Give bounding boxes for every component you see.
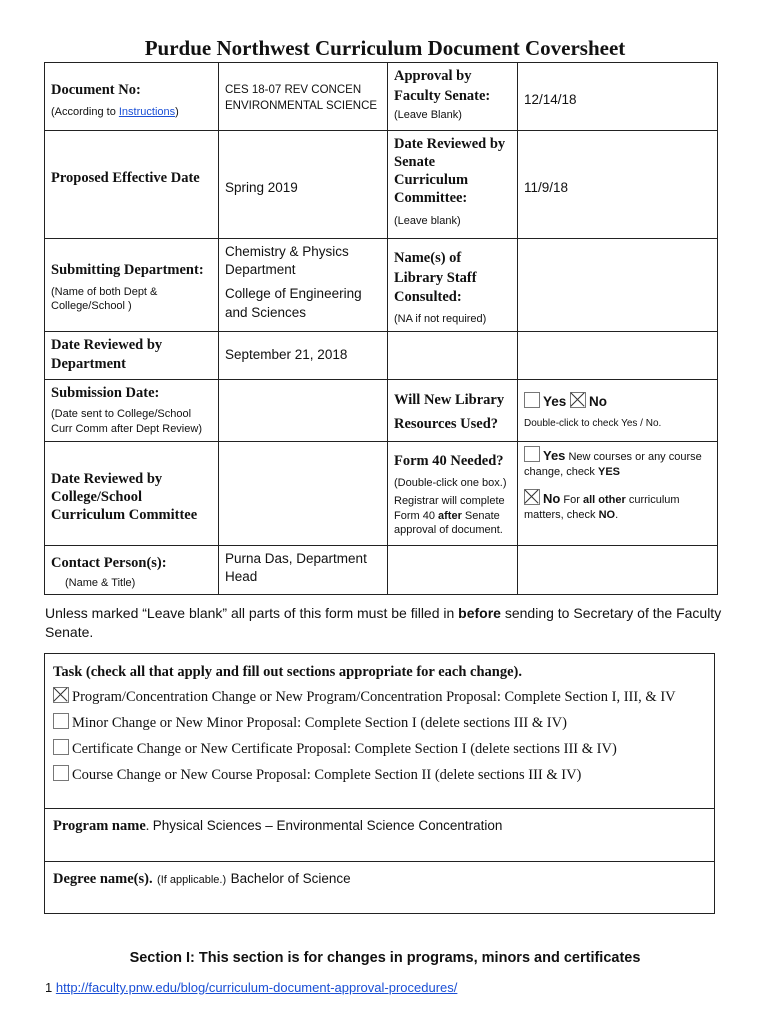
row-contact [45,545,718,594]
contact-value: Purna Das, Department Head [225,550,367,585]
program-value[interactable]: Physical Sciences – Environmental Science Concentration [152,818,503,833]
form40-no-option: No For all other curriculum matters, check NO. [524,491,680,522]
task-checkbox-certificate[interactable] [53,739,69,755]
college-review-label-cell [45,441,219,545]
effective-value: Spring 2019 [225,180,298,195]
contact-label: Contact Person(s): [51,554,167,571]
empty-cell-4 [518,545,718,594]
dept-value-1: Chemistry & Physics Department [225,244,349,278]
contact-hint: (Name & Title) [65,576,136,589]
document-no-value-1: CES 18-07 REV CONCEN [225,84,362,96]
submission-label-cell [45,379,219,441]
library-res-choices [524,392,711,411]
library-res-value-cell [518,379,718,441]
approval-hint: (Leave Blank) [394,109,462,122]
library-staff-label-cell [388,239,518,332]
college-review-label: Date Reviewed by College/School Curriculum Committee [51,470,198,524]
document-no-label: Document No: [51,82,141,98]
library-staff-label: Name(s) of Library Staff Consulted: [394,250,477,306]
senate-review-label: Date Reviewed by Senate Curriculum Committee: [394,136,506,207]
row-effective-date [45,131,718,239]
library-res-hint: Double-click to check Yes / No. [524,417,662,429]
degree-hint: (If applicable.) [157,874,227,886]
task-checkbox-course[interactable] [53,765,69,781]
task-item-program[interactable]: Program/Concentration Change or New Program/Concentration Proposal: Complete Section I, III, & IV [53,687,706,706]
task-item-certificate[interactable]: Certificate Change or New Certificate Proposal: Complete Section I (delete sections III & IV) [53,739,706,758]
form40-no-label: No [543,491,561,507]
college-review-value-cell[interactable] [219,441,388,545]
empty-cell-2 [518,331,718,379]
effective-value-cell[interactable] [219,131,388,239]
senate-review-hint: (Leave blank) [394,214,461,227]
senate-review-label-cell [388,131,518,239]
degree-value[interactable]: Bachelor of Science [230,871,351,886]
row-department [45,239,718,332]
submission-value-cell[interactable] [219,379,388,441]
coversheet-table [44,62,718,595]
section-heading: Section I: This section is for changes in programs, minors and certificates [129,950,641,966]
form40-no-checkbox[interactable] [524,489,540,505]
approval-value-cell[interactable] [518,63,718,131]
dept-value-cell[interactable] [219,239,388,332]
task-box [44,653,715,809]
contact-label-cell [45,545,219,594]
form40-label-cell [388,441,518,545]
row-form40 [45,441,718,545]
row-dept-review [45,331,718,379]
library-staff-hint: (NA if not required) [394,312,487,325]
empty-cell-1 [388,331,518,379]
senate-review-value-cell[interactable] [518,131,718,239]
library-staff-value-cell[interactable] [518,239,718,332]
form40-yes-label: Yes [543,447,566,463]
document-no-value-2: ENVIRONMENTAL SCIENCE [225,99,378,112]
library-res-label-cell [388,379,518,441]
library-yes-label: Yes [543,393,567,409]
effective-label-cell [45,131,219,239]
form40-note: Registrar will complete Form 40 after Senate approval of document. [394,495,505,536]
approval-label-cell [388,63,518,131]
approval-value: 12/14/18 [524,92,577,107]
form40-value-cell [518,441,718,545]
document-no-value-cell[interactable] [219,63,388,131]
footnote [45,980,457,995]
program-label: Program name [53,818,146,834]
library-res-label: Will New Library Resources Used? [394,391,505,433]
library-no-label: No [589,393,608,409]
library-yes-checkbox[interactable] [524,392,540,408]
form40-yes-option: Yes New courses or any course change, check YES [524,447,702,478]
form40-label: Form 40 Needed? [394,452,504,469]
dept-label: Submitting Department: [51,262,204,278]
page-title: Purdue Northwest Curriculum Document Coversheet [144,36,626,60]
degree-box [44,861,715,914]
footnote-number: 1 [45,980,53,995]
dept-review-label-cell [45,331,219,379]
program-box: Program name. Physical Sciences – Environmental Science Concentration [44,808,715,862]
form40-yes-checkbox[interactable] [524,446,540,462]
dept-review-value: September 21, 2018 [225,346,348,362]
document-no-hint: (According to Instructions) [51,105,179,118]
row-document-no [45,63,718,131]
dept-review-label: Date Reviewed by Department [51,336,163,373]
row-submission [45,379,718,441]
document-no-cell [45,63,219,131]
contact-value-cell[interactable] [219,545,388,594]
senate-review-value: 11/9/18 [524,180,569,195]
library-no-checkbox[interactable] [570,392,586,408]
dept-value-2: College of Engineering and Sciences [225,286,362,320]
task-checkbox-program[interactable] [53,687,69,703]
submission-hint: (Date sent to College/School Curr Comm after Dept Review) [51,408,202,436]
form40-hint: (Double-click one box.) [394,476,507,489]
submission-label: Submission Date: [51,384,160,401]
dept-review-value-cell[interactable] [219,331,388,379]
instructions-link[interactable]: Instructions [118,105,176,118]
task-heading: Task (check all that apply and fill out sections appropriate for each change). [53,664,522,680]
task-item-minor[interactable]: Minor Change or New Minor Proposal: Complete Section I (delete sections III & IV) [53,713,706,732]
task-item-course[interactable]: Course Change or New Course Proposal: Complete Section II (delete sections III & IV) [53,765,706,784]
footnote-link[interactable]: http://faculty.pnw.edu/blog/curriculum-document-approval-procedures/ [55,980,458,995]
approval-label: Approval by Faculty Senate: [394,68,491,104]
instructions-note: Unless marked “Leave blank” all parts of this form must be filled in before sending to Secretary of the Faculty Senate. [45,605,722,640]
dept-label-cell [45,239,219,332]
dept-hint: (Name of both Dept & College/School ) [51,285,158,313]
task-checkbox-minor[interactable] [53,713,69,729]
degree-label: Degree name(s). [53,871,153,887]
effective-label: Proposed Effective Date [51,170,200,186]
empty-cell-3 [388,545,518,594]
